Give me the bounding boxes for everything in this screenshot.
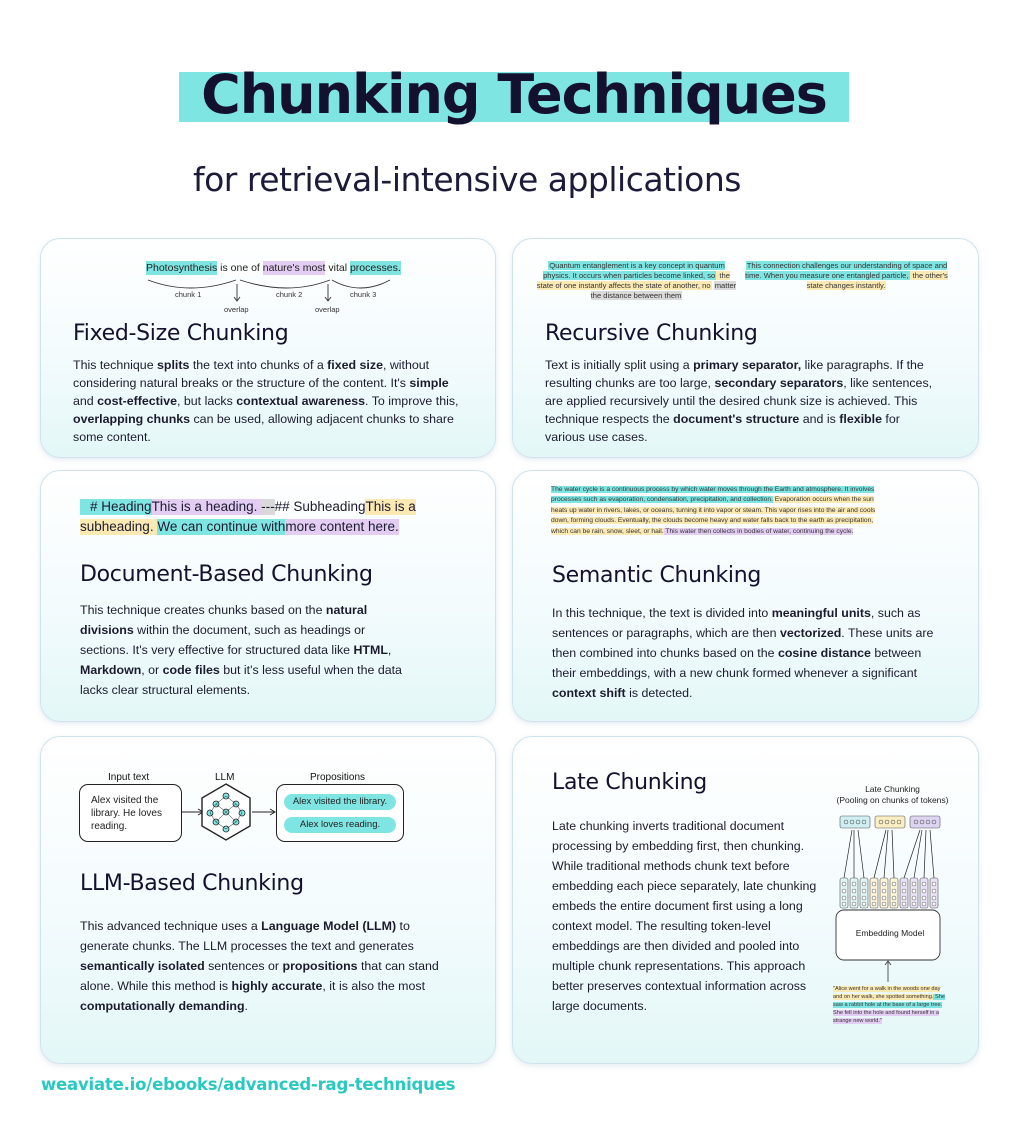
- chunk-text-2: is one of: [217, 262, 263, 274]
- title-highlight: [179, 63, 849, 126]
- chunk-1-label: chunk 1: [175, 290, 202, 299]
- late-chunking-diagram: [832, 810, 952, 985]
- late-diagram-title-text: Late Chunking: [865, 784, 920, 794]
- llm-heading: LLM-Based Chunking: [80, 871, 304, 896]
- propositions-label: Propositions: [310, 772, 366, 783]
- recursive-example-right: This connection challenges our understanding of space and time. When you measure one entangled particle, the other's state changes instantly.: [745, 261, 948, 290]
- late-diagram-title: [830, 784, 955, 806]
- overlap-label-2: overlap: [315, 305, 340, 314]
- propositions-box: [276, 784, 404, 842]
- llm-icon: [180, 782, 280, 844]
- recursive-example-left: Quantum entanglement is a key concept in quantum physics. It occurs when particles become linked, so the state of one instantly affects the state of another, no matter the distance between them: [536, 261, 737, 300]
- document-example: # HeadingThis is a heading. ---## SubheadingThis is a subheading. We can continue withmore content here.: [80, 499, 416, 534]
- fixed-size-description: This technique splits the text into chunks of a fixed size, without considering natural breaks or the structure of the content. It's simple and cost-effective, but lacks contextual awareness. To improve this, overlapping chunks can be used, allowing adjacent chunks to share some content.: [73, 358, 459, 444]
- fixed-size-heading: Fixed-Size Chunking: [73, 321, 289, 346]
- late-example-text: "Alice went for a walk in the woods one day and on her walk, she spotted something. She saw a rabbit hole at the base of a large tree. She fell into the hole and found herself in a strange new world.": [833, 986, 945, 1024]
- semantic-description: In this technique, the text is divided into meaningful units, such as sentences or paragraphs, which are then vectorized. These units are then combined into chunks based on the cosine distance between their embeddings, with a new chunk formed whenever a significant context shift is detected.: [552, 606, 934, 700]
- chunk-2-label: chunk 2: [276, 290, 303, 299]
- input-text-content: Alex visited the library. He loves reading.: [91, 795, 162, 832]
- chunk-text-3: nature's most: [262, 262, 326, 274]
- document-description: This technique creates chunks based on the natural divisions within the document, such as headings or sections. It's very effective for structured data like HTML, Markdown, or code files but it's less useful when the data lacks clear structural elements.: [80, 603, 402, 697]
- llm-label: LLM: [215, 772, 235, 783]
- page-title: Chunking Techniques: [201, 63, 827, 126]
- fixed-size-example: [146, 262, 401, 274]
- llm-description: This advanced technique uses a Language Model (LLM) to generate chunks. The LLM processes the text and generates semantically isolated sentences or propositions that can stand alone. While this method is highly accurate, it is also the most computationally demanding.: [80, 919, 439, 1013]
- footer-link[interactable]: weaviate.io/ebooks/advanced-rag-techniques: [41, 1075, 456, 1094]
- late-heading: Late Chunking: [552, 770, 707, 795]
- proposition-1: Alex visited the library.: [284, 794, 396, 810]
- recursive-heading: Recursive Chunking: [545, 321, 758, 346]
- recursive-description: Text is initially split using a primary separator, like paragraphs. If the resulting chunks are too large, secondary separators, like sentences, are applied recursively until the desired chunk size is achieved. This technique respects the document's structure and is flexible for various use cases.: [545, 358, 933, 444]
- overlap-label-1: overlap: [224, 305, 249, 314]
- chunk-text-5: processes.: [349, 262, 401, 274]
- chunk-text-1: Photosynthesis: [146, 262, 218, 274]
- title-block: [0, 63, 1028, 126]
- proposition-2: Alex loves reading.: [284, 817, 396, 833]
- semantic-heading: Semantic Chunking: [552, 563, 762, 588]
- document-heading: Document-Based Chunking: [80, 562, 373, 587]
- late-diagram-subtitle: (Pooling on chunks of tokens): [836, 795, 949, 805]
- page-subtitle: for retrieval-intensive applications: [193, 160, 741, 199]
- semantic-example: The water cycle is a continuous process by which water moves through the Earth and atmosphere. It involves processes such as evaporation, condensation, precipitation, and collection. Evaporation occurs when the sun heats up water in rivers, lakes, or oceans, turning it into vapor or steam. This vapor rises into the air and cools down, forming clouds. Eventually, the clouds become heavy and water falls back to the earth as precipitation, which can be rain, snow, sleet, or hail. This water then collects in bodies of water, continuing the cycle.: [551, 486, 876, 535]
- chunk-3-label: chunk 3: [350, 290, 377, 299]
- input-text-label: Input text: [108, 772, 150, 783]
- late-description: Late chunking inverts traditional document processing by embedding first, then chunking. While traditional methods chunk text before embedding each piece separately, late chunking embeds the entire document first using a long context model. The resulting token-level embeddings are then divided and pooled into multiple chunk representations. This approach better preserves contextual information across large documents.: [552, 819, 817, 1013]
- embedding-model-label: Embedding Model: [855, 928, 925, 938]
- chunk-text-4: vital: [325, 262, 350, 274]
